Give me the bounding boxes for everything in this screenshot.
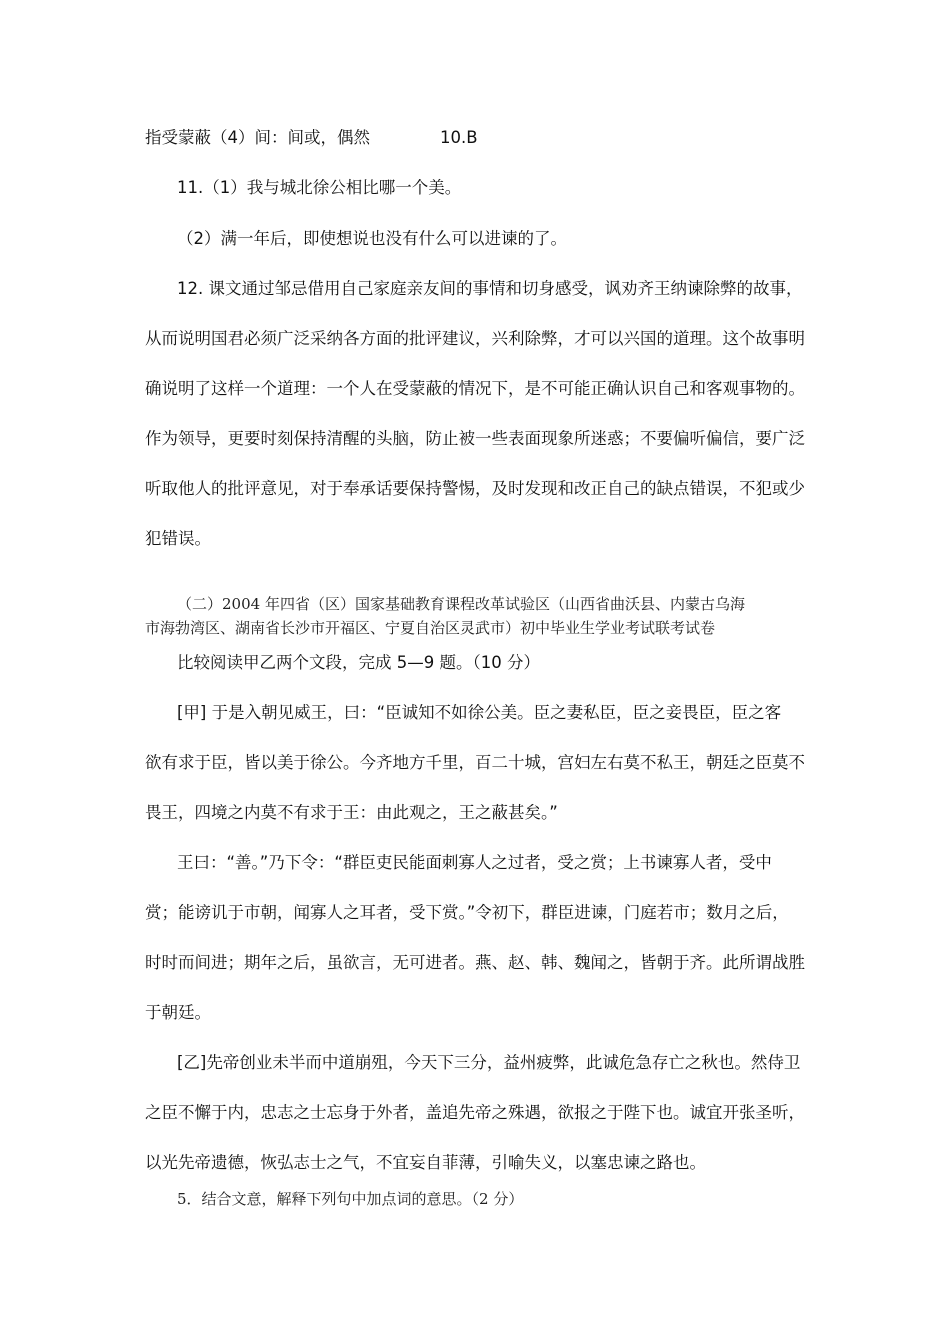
passage-jia-line: 王曰：“善。”乃下令：“群臣吏民能面刺寡人之过者，受之赏；上书谏寡人者，受中 xyxy=(177,853,772,872)
section-instruction: 比较阅读甲乙两个文段，完成 5—9 题。（10 分） xyxy=(177,653,540,672)
passage-yi-line: [乙]先帝创业未半而中道崩殂，今天下三分，益州疲弊，此诚危急存亡之秋也。然侍卫 xyxy=(177,1053,801,1072)
passage-yi-line: 以光先帝遗德，恢弘志士之气，不宜妄自菲薄，引喻失义，以塞忠谏之路也。 xyxy=(145,1153,706,1172)
answer-12-line: 从而说明国君必须广泛采纳各方面的批评建议，兴利除弊，才可以兴国的道理。这个故事明 xyxy=(145,329,805,348)
answer-10: 10.B xyxy=(440,128,478,147)
answer-12-line: 犯错误。 xyxy=(145,529,211,548)
passage-jia-line: 欲有求于臣，皆以美于徐公。今齐地方千里，百二十城，宫妇左右莫不私王，朝廷之臣莫不 xyxy=(145,753,805,772)
passage-jia-line: 于朝廷。 xyxy=(145,1003,211,1022)
passage-jia-line: 畏王，四境之内莫不有求于王：由此观之，王之蔽甚矣。” xyxy=(145,803,558,822)
section-heading-line: （二）2004 年四省（区）国家基础教育课程改革试验区（山西省曲沃县、内蒙古乌海 xyxy=(177,595,745,613)
answer-11-part1: 11.（1）我与城北徐公相比哪一个美。 xyxy=(177,178,462,197)
passage-yi-line: 之臣不懈于内，忠志之士忘身于外者，盖追先帝之殊遇，欲报之于陛下也。诚宜开张圣听， xyxy=(145,1103,805,1122)
answer-9-text: 指受蒙蔽（4）间：间或，偶然 xyxy=(145,128,370,147)
answer-11-part2: （2）满一年后，即使想说也没有什么可以进谏的了。 xyxy=(177,229,567,248)
passage-jia-line: 赏；能谤讥于市朝，闻寡人之耳者，受下赏。”令初下，群臣进谏，门庭若市；数月之后， xyxy=(145,903,789,922)
answer-12-line: 作为领导，更要时刻保持清醒的头脑，防止被一些表面现象所迷惑；不要偏听偏信，要广泛 xyxy=(145,429,805,448)
question-5: 5．结合文意，解释下列句中加点词的意思。（2 分） xyxy=(177,1190,524,1208)
passage-jia-line: 时时而间进；期年之后，虽欲言，无可进者。燕、赵、韩、魏闻之，皆朝于齐。此所谓战胜 xyxy=(145,953,805,972)
passage-jia-line: [甲] 于是入朝见威王，曰：“臣诚知不如徐公美。臣之妻私臣，臣之妾畏臣，臣之客 xyxy=(177,703,782,722)
answer-12-line: 12. 课文通过邹忌借用自己家庭亲友间的事情和切身感受，讽劝齐王纳谏除弊的故事， xyxy=(177,279,803,298)
answer-12-line: 听取他人的批评意见，对于奉承话要保持警惕，及时发现和改正自己的缺点错误，不犯或少 xyxy=(145,479,805,498)
answer-12-line: 确说明了这样一个道理：一个人在受蒙蔽的情况下，是不可能正确认识自己和客观事物的。 xyxy=(145,379,805,398)
section-heading-line: 市海勃湾区、湖南省长沙市开福区、宁夏自治区灵武市）初中毕业生学业考试联考试卷 xyxy=(145,619,716,637)
answer-line-9 xyxy=(145,126,825,150)
